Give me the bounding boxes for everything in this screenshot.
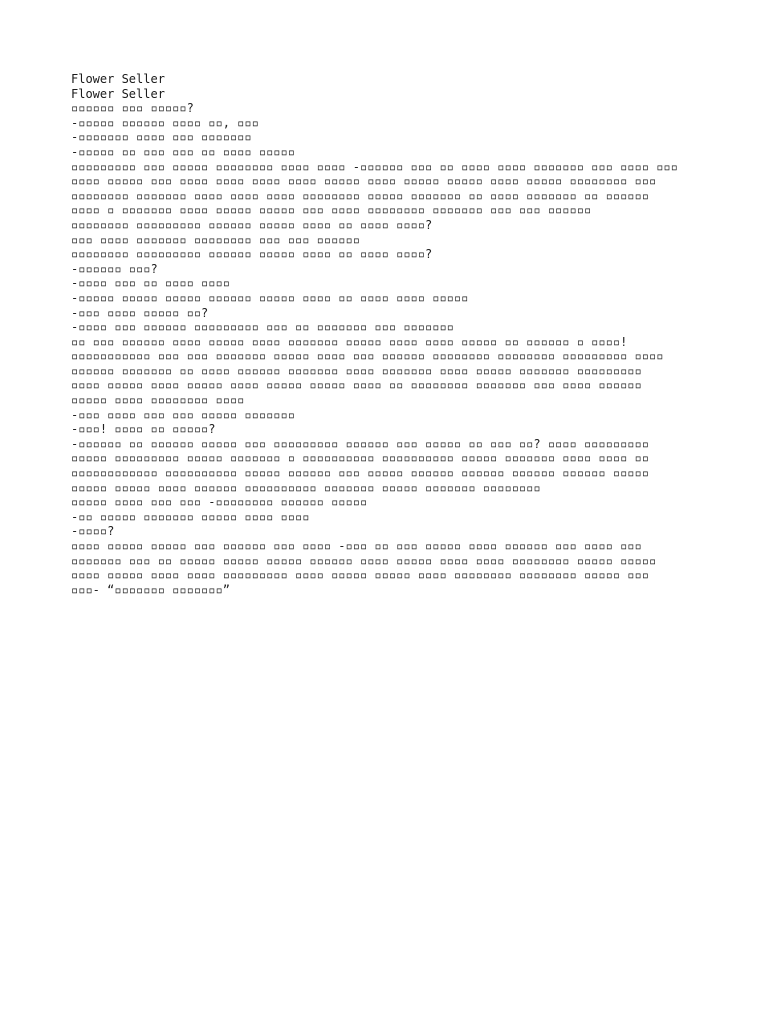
text-line: -▫▫▫▫▫▫ ▫▫▫? [71, 261, 158, 276]
text-line: -▫▫ ▫▫▫▫▫ ▫▫▫▫▫▫▫ ▫▫▫▫▫ ▫▫▫▫ ▫▫▫▫ [71, 509, 310, 524]
text-line: ▫▫▫▫▫▫▫▫▫ ▫▫▫ ▫▫▫▫▫ ▫▫▫▫▫▫▫▫ ▫▫▫▫ ▫▫▫▫ -▫▫▫▫▫▫ ▫▫▫ ▫▫ ▫▫▫▫ ▫▫▫▫ ▫▫▫▫▫▫▫ ▫▫▫ ▫▫▫▫ ▫▫▫ [71, 159, 678, 174]
text-line: ▫▫▫▫ ▫▫▫▫▫ ▫▫▫▫▫ ▫▫▫ ▫▫▫▫▫▫ ▫▫▫ ▫▫▫▫ -▫▫▫ ▫▫ ▫▫▫ ▫▫▫▫▫ ▫▫▫▫ ▫▫▫▫▫▫ ▫▫▫ ▫▫▫▫ ▫▫▫ [71, 539, 642, 553]
text-line: ▫▫▫▫▫▫ ▫▫▫ ▫▫▫▫▫? [71, 101, 194, 116]
document-subtitle: Flower Seller [71, 86, 165, 101]
text-line: ▫▫▫▫▫▫▫▫▫▫▫ ▫▫▫ ▫▫▫ ▫▫▫▫▫▫▫ ▫▫▫▫▫ ▫▫▫▫ ▫▫▫ ▫▫▫▫▫▫ ▫▫▫▫▫▫▫▫ ▫▫▫▫▫▫▫▫ ▫▫▫▫▫▫▫▫▫ ▫▫▫▫ [71, 349, 664, 364]
text-line: ▫▫▫▫▫ ▫▫▫▫ ▫▫▫▫▫▫▫▫ ▫▫▫▫ [71, 393, 245, 408]
text-line: ▫▫▫▫ ▫▫▫▫▫ ▫▫▫▫ ▫▫▫▫▫ ▫▫▫▫ ▫▫▫▫▫ ▫▫▫▫▫ ▫▫▫▫ ▫▫ ▫▫▫▫▫▫▫▫ ▫▫▫▫▫▫▫ ▫▫▫ ▫▫▫▫ ▫▫▫▫▫▫ [71, 378, 642, 393]
document-title: Flower Seller [71, 72, 165, 86]
text-line: -▫▫▫! ▫▫▫▫ ▫▫ ▫▫▫▫▫? [71, 422, 216, 437]
text-line: -▫▫▫▫? [71, 524, 115, 539]
text-line: -▫▫▫▫▫▫▫ ▫▫▫▫ ▫▫▫ ▫▫▫▫▫▫▫ [71, 130, 252, 145]
text-line: -▫▫▫▫ ▫▫▫ ▫▫ ▫▫▫▫ ▫▫▫▫ [71, 276, 230, 291]
text-line: -▫▫▫▫▫ ▫▫▫▫▫▫ ▫▫▫▫ ▫▫, ▫▫▫ [71, 115, 259, 130]
text-line: ▫▫▫▫ ▫ ▫▫▫▫▫▫▫ ▫▫▫▫ ▫▫▫▫▫ ▫▫▫▫▫ ▫▫▫ ▫▫▫▫ ▫▫▫▫▫▫▫▫ ▫▫▫▫▫▫▫ ▫▫▫ ▫▫▫ ▫▫▫▫▫▫ [71, 203, 592, 218]
text-line: ▫▫ ▫▫▫ ▫▫▫▫▫▫ ▫▫▫▫ ▫▫▫▫▫ ▫▫▫▫ ▫▫▫▫▫▫▫ ▫▫▫▫▫ ▫▫▫▫ ▫▫▫▫ ▫▫▫▫▫ ▫▫ ▫▫▫▫▫▫ ▫ ▫▫▫▫! [71, 334, 628, 349]
document-page [71, 72, 711, 597]
text-line: ▫▫▫- “▫▫▫▫▫▫▫ ▫▫▫▫▫▫▫” [71, 582, 230, 597]
text-line: -▫▫▫▫▫ ▫▫ ▫▫▫ ▫▫▫ ▫▫ ▫▫▫▫ ▫▫▫▫▫ [71, 144, 295, 159]
text-line: -▫▫▫▫▫▫ ▫▫ ▫▫▫▫▫▫ ▫▫▫▫▫ ▫▫▫ ▫▫▫▫▫▫▫▫▫ ▫▫▫▫▫▫ ▫▫▫ ▫▫▫▫▫ ▫▫ ▫▫▫ ▫▫? ▫▫▫▫ ▫▫▫▫▫▫▫▫▫ [71, 436, 649, 451]
text-line: ▫▫▫▫▫ ▫▫▫▫▫▫▫▫▫ ▫▫▫▫▫ ▫▫▫▫▫▫▫ ▫ ▫▫▫▫▫▫▫▫▫▫ ▫▫▫▫▫▫▫▫▫▫ ▫▫▫▫▫ ▫▫▫▫▫▫▫ ▫▫▫▫ ▫▫▫▫ ▫▫ [71, 451, 649, 466]
text-line: ▫▫▫▫▫▫▫ ▫▫▫ ▫▫ ▫▫▫▫▫ ▫▫▫▫▫ ▫▫▫▫▫ ▫▫▫▫▫▫ ▫▫▫▫ ▫▫▫▫▫ ▫▫▫▫ ▫▫▫▫ ▫▫▫▫▫▫▫▫ ▫▫▫▫▫ ▫▫▫▫▫ [71, 553, 657, 568]
text-line: -▫▫▫▫ ▫▫▫ ▫▫▫▫▫▫ ▫▫▫▫▫▫▫▫▫ ▫▫▫ ▫▫ ▫▫▫▫▫▫▫ ▫▫▫ ▫▫▫▫▫▫▫ [71, 320, 454, 335]
text-line: ▫▫▫▫▫ ▫▫▫▫▫ ▫▫▫▫ ▫▫▫▫▫▫ ▫▫▫▫▫▫▫▫▫▫ ▫▫▫▫▫▫▫ ▫▫▫▫▫ ▫▫▫▫▫▫▫ ▫▫▫▫▫▫▫▫ [71, 480, 541, 495]
text-line: ▫▫▫▫▫▫▫▫ ▫▫▫▫▫▫▫▫▫ ▫▫▫▫▫▫ ▫▫▫▫▫ ▫▫▫▫ ▫▫ ▫▫▫▫ ▫▫▫▫? [71, 217, 433, 232]
text-line: -▫▫▫▫▫ ▫▫▫▫▫ ▫▫▫▫▫ ▫▫▫▫▫▫ ▫▫▫▫▫ ▫▫▫▫ ▫▫ ▫▫▫▫ ▫▫▫▫ ▫▫▫▫▫ [71, 290, 469, 305]
text-line: ▫▫▫▫▫▫▫▫ ▫▫▫▫▫▫▫▫▫ ▫▫▫▫▫▫ ▫▫▫▫▫ ▫▫▫▫ ▫▫ ▫▫▫▫ ▫▫▫▫? [71, 247, 433, 262]
text-line: -▫▫▫ ▫▫▫▫ ▫▫▫ ▫▫▫ ▫▫▫▫▫ ▫▫▫▫▫▫▫ [71, 407, 295, 422]
text-line: ▫▫▫▫ ▫▫▫▫▫ ▫▫▫▫ ▫▫▫▫ ▫▫▫▫▫▫▫▫▫ ▫▫▫▫ ▫▫▫▫▫ ▫▫▫▫▫ ▫▫▫▫ ▫▫▫▫▫▫▫▫ ▫▫▫▫▫▫▫▫ ▫▫▫▫▫ ▫▫▫ [71, 568, 649, 583]
text-line: ▫▫▫ ▫▫▫▫ ▫▫▫▫▫▫▫ ▫▫▫▫▫▫▫▫ ▫▫▫ ▫▫▫ ▫▫▫▫▫▫ [71, 232, 360, 247]
text-line: ▫▫▫▫▫ ▫▫▫▫ ▫▫▫ ▫▫▫ -▫▫▫▫▫▫▫▫ ▫▫▫▫▫▫ ▫▫▫▫▫ [71, 495, 368, 510]
text-line: ▫▫▫▫▫▫▫▫ ▫▫▫▫▫▫▫ ▫▫▫▫ ▫▫▫▫ ▫▫▫▫ ▫▫▫▫▫▫▫▫ ▫▫▫▫▫ ▫▫▫▫▫▫▫ ▫▫ ▫▫▫▫ ▫▫▫▫▫▫▫ ▫▫ ▫▫▫▫▫▫ [71, 188, 649, 203]
text-line: ▫▫▫▫ ▫▫▫▫▫ ▫▫▫ ▫▫▫▫ ▫▫▫▫ ▫▫▫▫ ▫▫▫▫ ▫▫▫▫▫ ▫▫▫▫ ▫▫▫▫▫ ▫▫▫▫▫ ▫▫▫▫ ▫▫▫▫▫ ▫▫▫▫▫▫▫▫ ▫▫▫ [71, 174, 657, 189]
document-body [71, 101, 711, 597]
text-line: ▫▫▫▫▫▫ ▫▫▫▫▫▫▫ ▫▫ ▫▫▫▫ ▫▫▫▫▫▫ ▫▫▫▫▫▫▫ ▫▫▫▫ ▫▫▫▫▫▫▫ ▫▫▫▫ ▫▫▫▫▫ ▫▫▫▫▫▫▫ ▫▫▫▫▫▫▫▫▫ [71, 363, 642, 378]
text-line: ▫▫▫▫▫▫▫▫▫▫▫▫ ▫▫▫▫▫▫▫▫▫▫ ▫▫▫▫▫ ▫▫▫▫▫▫ ▫▫▫ ▫▫▫▫▫ ▫▫▫▫▫▫ ▫▫▫▫▫▫ ▫▫▫▫▫▫ ▫▫▫▫▫▫ ▫▫▫▫▫ [71, 466, 649, 481]
text-line: -▫▫▫ ▫▫▫▫ ▫▫▫▫▫ ▫▫? [71, 305, 209, 320]
